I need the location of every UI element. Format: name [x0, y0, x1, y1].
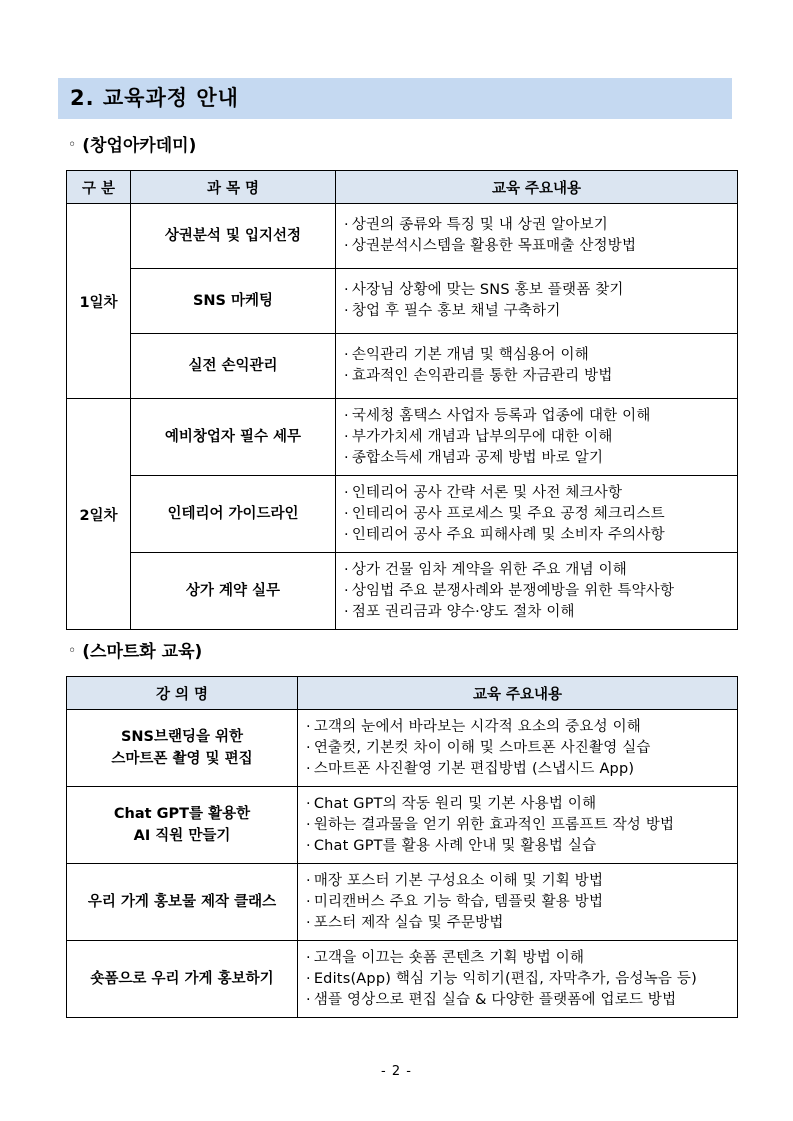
content-item [306, 717, 737, 738]
content-item-text: 손익관리 기본 개념 및 핵심용어 이해 [351, 347, 589, 363]
content-item-text: 상권분석시스템을 활용한 목표매출 산정방법 [351, 238, 637, 254]
content-item [306, 759, 737, 780]
bullet-dot: · [306, 795, 311, 812]
content-item [344, 366, 737, 387]
table-row [67, 204, 738, 269]
section-title: 2. 교육과정 안내 [58, 78, 732, 119]
header-content: 교육 주요내용 [298, 677, 738, 710]
content-item [306, 871, 737, 892]
content-cell [298, 864, 738, 941]
content-item [344, 483, 737, 504]
content-item [344, 280, 737, 301]
content-cell [336, 269, 738, 334]
content-item-text: 상임법 주요 분쟁사례와 분쟁예방을 위한 특약사항 [351, 582, 675, 599]
bullet-dot: · [344, 368, 349, 384]
course-name: 예비창업자 필수 세무 [131, 399, 336, 476]
bullet-dot: · [306, 718, 311, 735]
bullet-dot: · [344, 238, 349, 254]
content-item-text: 상권의 종류와 특징 및 내 상권 알아보기 [351, 217, 608, 233]
content-item-text: 인테리어 공사 간략 서론 및 사전 체크사항 [351, 484, 623, 501]
header-category: 구 분 [67, 171, 131, 204]
content-item-text: Chat GPT의 작동 원리 및 기본 사용법 이해 [313, 795, 597, 812]
content-item [344, 345, 737, 366]
table-row [67, 399, 738, 476]
smart-title [68, 640, 202, 663]
bullet-dot: · [306, 914, 311, 931]
bullet-dot: · [344, 347, 349, 363]
content-item-text: 고객을 이끄는 숏폼 콘텐츠 기획 방법 이해 [313, 949, 585, 966]
bullet-dot: · [344, 428, 349, 445]
content-item-text: 고객의 눈에서 바라보는 시각적 요소의 중요성 이해 [313, 718, 642, 735]
table-row [67, 864, 738, 941]
content-item [306, 836, 737, 857]
smart-title-text: (스마트화 교육) [82, 642, 203, 662]
lecture-name [67, 864, 298, 941]
lecture-name-line: 숏폼으로 우리 가게 홍보하기 [90, 971, 274, 987]
lecture-name-line: SNS브랜딩을 위한 [120, 729, 244, 745]
content-item [306, 969, 737, 990]
content-cell [336, 334, 738, 399]
circle-bullet-icon: ◦ [68, 137, 77, 153]
smart-table-header [67, 677, 738, 710]
content-item [344, 581, 737, 602]
course-name: SNS 마케팅 [131, 269, 336, 334]
content-item-text: 매장 포스터 기본 구성요소 이해 및 기획 방법 [313, 872, 604, 889]
bullet-dot: · [306, 970, 311, 987]
lecture-name-line: 스마트폰 촬영 및 편집 [111, 751, 253, 767]
content-item-text: 효과적인 손익관리를 통한 자금관리 방법 [351, 368, 613, 384]
academy-title [68, 134, 196, 157]
bullet-dot: · [344, 217, 349, 233]
content-item-text: 인테리어 공사 주요 피해사례 및 소비자 주의사항 [351, 526, 665, 543]
content-item [344, 301, 737, 322]
content-item [306, 738, 737, 759]
content-cell [336, 399, 738, 476]
content-cell [336, 553, 738, 630]
content-item-text: 창업 후 필수 홍보 채널 구축하기 [351, 303, 561, 319]
content-item [344, 215, 737, 236]
bullet-dot: · [344, 449, 349, 466]
content-item-text: 샘플 영상으로 편집 실습 & 다양한 플랫폼에 업로드 방법 [313, 991, 677, 1008]
content-item-text: 사장님 상황에 맞는 SNS 홍보 플랫폼 찾기 [351, 282, 624, 298]
content-item [306, 815, 737, 836]
bullet-dot: · [344, 603, 349, 620]
day-label: 2일차 [67, 399, 131, 630]
content-item [344, 602, 737, 623]
lecture-name [67, 710, 298, 787]
lecture-name-line: Chat GPT를 활용한 [113, 806, 251, 822]
content-item [344, 236, 737, 257]
table-row [67, 787, 738, 864]
bullet-dot: · [306, 816, 311, 833]
bullet-dot: · [344, 505, 349, 522]
bullet-dot: · [344, 526, 349, 543]
bullet-dot: · [306, 760, 311, 777]
academy-table-header [67, 171, 738, 204]
table-row [67, 710, 738, 787]
bullet-dot: · [344, 484, 349, 501]
content-item-text: 원하는 결과물을 얻기 위한 효과적인 프롬프트 작성 방법 [313, 816, 675, 833]
content-item-text: 점포 권리금과 양수·양도 절차 이해 [351, 603, 575, 620]
content-item [344, 560, 737, 581]
content-cell [298, 941, 738, 1018]
content-item-text: 인테리어 공사 프로세스 및 주요 공정 체크리스트 [351, 505, 665, 522]
course-name: 상권분석 및 입지선정 [131, 204, 336, 269]
content-item [306, 948, 737, 969]
header-content: 교육 주요내용 [336, 171, 738, 204]
content-item [344, 406, 737, 427]
bullet-dot: · [306, 739, 311, 756]
bullet-dot: · [306, 872, 311, 889]
header-lecture: 강 의 명 [67, 677, 298, 710]
content-item [306, 913, 737, 934]
course-name: 실전 손익관리 [131, 334, 336, 399]
bullet-dot: · [306, 991, 311, 1008]
content-item-text: 부가가치세 개념과 납부의무에 대한 이해 [351, 428, 613, 445]
content-item [344, 448, 737, 469]
academy-table [66, 170, 738, 630]
page-number: - 2 - [381, 1064, 412, 1079]
lecture-name-line: AI 직원 만들기 [133, 828, 231, 844]
course-name: 인테리어 가이드라인 [131, 476, 336, 553]
bullet-dot: · [344, 582, 349, 599]
table-row [67, 553, 738, 630]
bullet-dot: · [306, 893, 311, 910]
content-item [306, 990, 737, 1011]
content-item-text: Edits(App) 핵심 기능 익히기(편집, 자막추가, 음성녹음 등) [313, 970, 697, 987]
content-cell [298, 787, 738, 864]
content-item [344, 504, 737, 525]
lecture-name [67, 787, 298, 864]
header-subject: 과 목 명 [131, 171, 336, 204]
academy-title-text: (창업아카데미) [82, 136, 197, 156]
bullet-dot: · [344, 561, 349, 578]
content-item-text: 연출컷, 기본컷 차이 이해 및 스마트폰 사진촬영 실습 [313, 739, 651, 756]
content-item-text: 포스터 제작 실습 및 주문방법 [313, 914, 504, 931]
smart-table [66, 676, 738, 1018]
content-item [306, 794, 737, 815]
content-item [344, 525, 737, 546]
bullet-dot: · [344, 407, 349, 424]
lecture-name [67, 941, 298, 1018]
bullet-dot: · [344, 282, 349, 298]
content-cell [336, 204, 738, 269]
circle-bullet-icon: ◦ [68, 643, 77, 659]
content-item-text: 종합소득세 개념과 공제 방법 바로 알기 [351, 449, 604, 466]
day-label: 1일차 [67, 204, 131, 399]
content-item-text: 미리캔버스 주요 기능 학습, 템플릿 활용 방법 [313, 893, 604, 910]
content-item [344, 427, 737, 448]
table-row [67, 941, 738, 1018]
table-row [67, 269, 738, 334]
table-row [67, 334, 738, 399]
bullet-dot: · [306, 837, 311, 854]
bullet-dot: · [306, 949, 311, 966]
bullet-dot: · [344, 303, 349, 319]
content-cell [336, 476, 738, 553]
lecture-name-line: 우리 가게 홍보물 제작 클래스 [87, 894, 277, 910]
course-name: 상가 계약 실무 [131, 553, 336, 630]
content-item-text: Chat GPT를 활용 사례 안내 및 활용법 실습 [313, 837, 597, 854]
content-item-text: 국세청 홈택스 사업자 등록과 업종에 대한 이해 [351, 407, 651, 424]
content-cell [298, 710, 738, 787]
content-item-text: 스마트폰 사진촬영 기본 편집방법 (스냅시드 App) [313, 760, 635, 777]
table-row [67, 476, 738, 553]
content-item-text: 상가 건물 임차 계약을 위한 주요 개념 이해 [351, 561, 627, 578]
content-item [306, 892, 737, 913]
